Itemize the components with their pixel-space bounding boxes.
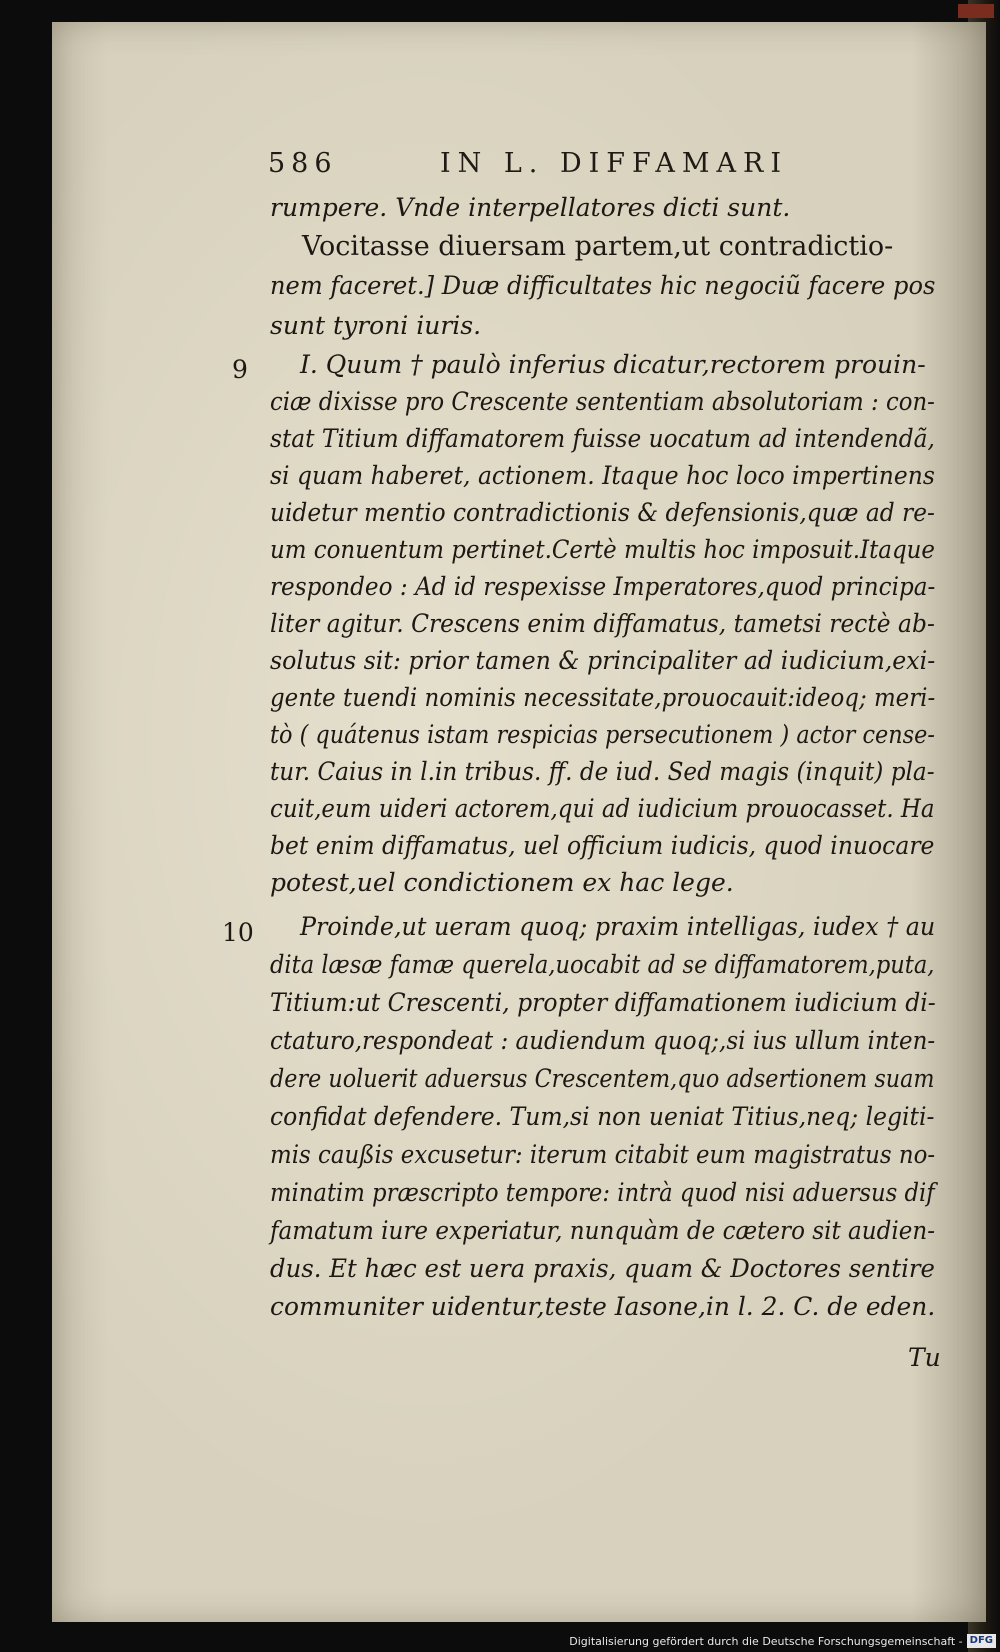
credit-text: Digitalisierung gefördert durch die Deutsche Forschungsgemeinschaft - bbox=[569, 1634, 963, 1648]
digitization-credit bbox=[569, 1632, 996, 1650]
text-line: Titium:ut Crescenti, propter diffamationem iudicium di- bbox=[270, 988, 936, 1017]
text-line: liter agitur. Crescens enim diffamatus, tametsi rectè ab- bbox=[270, 609, 935, 638]
dfg-logo: DFG bbox=[967, 1634, 996, 1648]
text-line: um conuentum pertinet.Certè multis hoc imposuit.Itaque bbox=[270, 535, 935, 564]
page-number: 586 bbox=[268, 148, 338, 179]
margin-number-9: 9 bbox=[232, 355, 248, 384]
text-line: dere uoluerit aduersus Crescentem,quo adsertionem suam bbox=[270, 1064, 935, 1093]
text-line: cuit,eum uideri actorem,qui ad iudicium prouocasset. Ha bbox=[270, 794, 935, 823]
text-line: ctaturo,respondeat : audiendum quoq;,si ius ullum inten- bbox=[270, 1026, 936, 1055]
text-line: Proinde,ut ueram quoq; praxim intelligas, iudex † au bbox=[300, 912, 936, 941]
text-line: tur. Caius in l.in tribus. ff. de iud. Sed magis (inquit) pla- bbox=[270, 757, 935, 786]
text-line: solutus sit: prior tamen & principaliter ad iudicium,exi- bbox=[270, 646, 936, 675]
text-line: bet enim diffamatus, uel officium iudicis, quod inuocare bbox=[270, 831, 935, 860]
text-line: nem faceret.] Duæ difficultates hic negociũ facere pos bbox=[270, 271, 936, 300]
text-line: mis caußis excusetur: iterum citabit eum magistratus no- bbox=[270, 1140, 936, 1169]
text-line: communiter uidentur,teste Iasone,in l. 2. C. de eden. bbox=[270, 1292, 936, 1321]
text-line: dus. Et hæc est uera praxis, quam & Doctores sentire bbox=[270, 1254, 935, 1283]
text-line: sunt tyroni iuris. bbox=[270, 311, 482, 340]
text-line: rumpere. Vnde interpellatores dicti sunt. bbox=[270, 193, 791, 222]
text-line: confidat defendere. Tum,si non ueniat Titius,neq; legiti- bbox=[270, 1102, 935, 1131]
text-line: Vocitasse diuersam partem,ut contradictio- bbox=[302, 231, 894, 262]
page-header bbox=[268, 148, 828, 182]
text-line: minatim præscripto tempore: intrà quod nisi aduersus dif bbox=[270, 1178, 935, 1207]
text-line: respondeo : Ad id respexisse Imperatores,quod principa- bbox=[270, 572, 936, 601]
text-line: stat Titium diffamatorem fuisse uocatum ad intendendã, bbox=[270, 424, 935, 453]
running-title: IN L. DIFFAMARI bbox=[440, 148, 789, 179]
text-line: gente tuendi nominis necessitate,prouocauit:ideoq; meri- bbox=[270, 683, 936, 712]
text-line: I. Quum † paulò inferius dicatur,rectorem prouin- bbox=[300, 350, 926, 379]
text-line: famatum iure experiatur, nunquàm de cætero sit audien- bbox=[270, 1216, 936, 1245]
color-marker bbox=[958, 4, 994, 18]
text-line: si quam haberet, actionem. Itaque hoc loco impertinens bbox=[270, 461, 935, 490]
text-line: dita læsæ famæ querela,uocabit ad se diffamatorem,puta, bbox=[270, 950, 935, 979]
text-line: uidetur mentio contradictionis & defensionis,quæ ad re- bbox=[270, 498, 935, 527]
text-line: potest,uel condictionem ex hac lege. bbox=[270, 868, 734, 897]
text-line: ciæ dixisse pro Crescente sententiam absolutoriam : con- bbox=[270, 387, 935, 416]
text-line: tò ( quátenus istam respicias persecutionem ) actor cense- bbox=[270, 720, 935, 749]
catchword: Tu bbox=[908, 1343, 941, 1372]
margin-number-10: 10 bbox=[222, 918, 254, 947]
